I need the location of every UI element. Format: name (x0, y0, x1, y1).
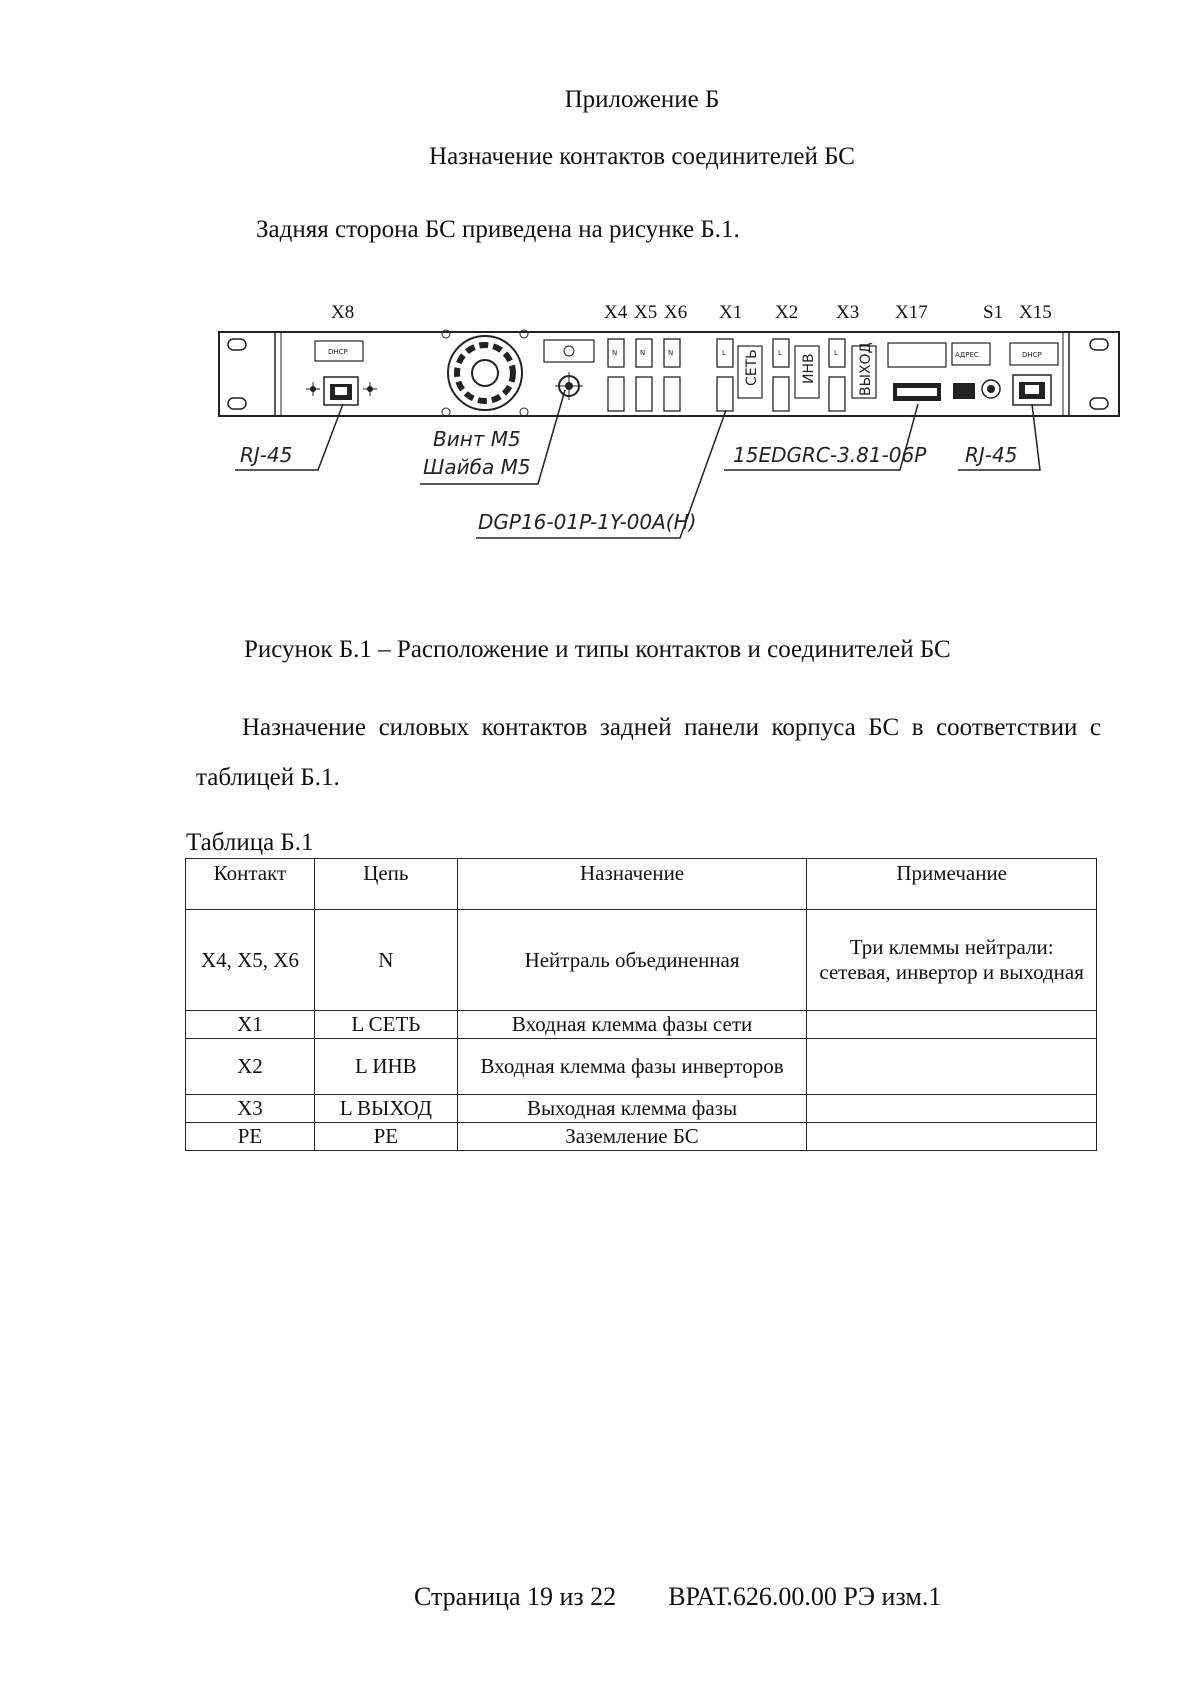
doc-code: ВРАТ.626.00.00 РЭ изм.1 (668, 1582, 942, 1611)
mark-addr: АДРЕС (955, 351, 979, 359)
callout-screw: Винт М5 (433, 427, 521, 451)
cell-note (807, 1039, 1097, 1095)
svg-text:N: N (640, 349, 646, 357)
cell-note (807, 1123, 1097, 1151)
header-circuit: Цепь (314, 859, 457, 910)
label-x6: X6 (664, 302, 688, 323)
cell-note (807, 1011, 1097, 1039)
rj45-port-icon (1013, 375, 1051, 405)
contacts-table (185, 858, 1097, 1151)
cell-circuit: L ИНВ (314, 1039, 457, 1095)
callout-edgrc: 15EDGRC-3.81-06P (733, 443, 927, 467)
callout-rj45-left: RJ-45 (240, 443, 293, 467)
svg-text:L: L (778, 349, 782, 357)
cell-circuit: L ВЫХОД (314, 1095, 457, 1123)
cell-contact: X2 (186, 1039, 315, 1095)
cell-circuit: PE (314, 1123, 457, 1151)
cell-note: Три клеммы нейтрали: сетевая, инвертор и выходная (807, 910, 1097, 1011)
appendix-subtitle: Назначение контактов соединителей БС (429, 143, 855, 170)
mount-hole-icon (228, 339, 246, 350)
label-x5: X5 (634, 302, 658, 323)
cell-contact: X4, X5, X6 (186, 910, 315, 1011)
mark-inv: ИНВ (801, 353, 817, 384)
cell-contact: X3 (186, 1095, 315, 1123)
rj45-port-icon (306, 377, 377, 405)
cell-circuit: L СЕТЬ (314, 1011, 457, 1039)
label-x3: X3 (836, 302, 860, 323)
mount-hole-icon (1090, 398, 1108, 409)
callout-dgp: DGP16-01P-1Y-00A(H) (478, 510, 697, 534)
figure-caption: Рисунок Б.1 – Расположение и типы контактов и соединителей БС (244, 636, 951, 663)
svg-text:L: L (834, 349, 838, 357)
label-s1: S1 (983, 302, 1004, 323)
body-paragraph: Назначение силовых контактов задней панели корпуса БС в соответствии с таблицей Б.1. (196, 714, 1101, 791)
page-number: Страница 19 из 22 (414, 1582, 617, 1611)
cell-purpose: Нейтраль объединенная (457, 910, 807, 1011)
cell-note (807, 1095, 1097, 1123)
svg-text:N: N (668, 349, 674, 357)
cell-contact: X1 (186, 1011, 315, 1039)
callout-rj45-right: RJ-45 (965, 443, 1018, 467)
cell-purpose: Входная клемма фазы инверторов (457, 1039, 807, 1095)
cell-purpose: Заземление БС (457, 1123, 807, 1151)
label-x8: X8 (331, 302, 355, 323)
header-purpose: Назначение (457, 859, 807, 910)
header-note: Примечание (807, 859, 1097, 910)
label-x15: X15 (1019, 302, 1052, 323)
fan-icon (442, 330, 528, 416)
cell-contact: PE (186, 1123, 315, 1151)
table-caption: Таблица Б.1 (186, 829, 314, 856)
label-x2: X2 (775, 302, 799, 323)
table-row (186, 1039, 1097, 1095)
table-row (186, 1123, 1097, 1151)
label-x4: X4 (604, 302, 628, 323)
mount-hole-icon (1090, 339, 1108, 350)
dip-switch-icon (953, 383, 975, 399)
intro-text: Задняя сторона БС приведена на рисунке Б.1. (256, 216, 740, 243)
cell-purpose: Выходная клемма фазы (457, 1095, 807, 1123)
table-row (186, 910, 1097, 1011)
label-x17: X17 (895, 302, 928, 323)
table-header-row (186, 859, 1097, 910)
rear-panel-figure (0, 0, 1191, 560)
page-footer (414, 1582, 941, 1612)
dhcp-mark-left: DHCP (328, 348, 348, 356)
mark-out: ВЫХОД (858, 342, 874, 396)
ground-screw-icon (555, 372, 583, 400)
cell-purpose: Входная клемма фазы сети (457, 1011, 807, 1039)
label-x1: X1 (719, 302, 743, 323)
table-row (186, 1095, 1097, 1123)
table-row (186, 1011, 1097, 1039)
callout-washer: Шайба М5 (423, 455, 531, 479)
appendix-title: Приложение Б (564, 86, 720, 113)
mount-hole-icon (228, 398, 246, 409)
dhcp-mark-right: DHCP (1022, 351, 1042, 359)
cell-circuit: N (314, 910, 457, 1011)
header-contact: Контакт (186, 859, 315, 910)
mark-set: СЕТЬ (744, 349, 760, 386)
svg-text:L: L (722, 349, 726, 357)
svg-text:N: N (612, 349, 618, 357)
